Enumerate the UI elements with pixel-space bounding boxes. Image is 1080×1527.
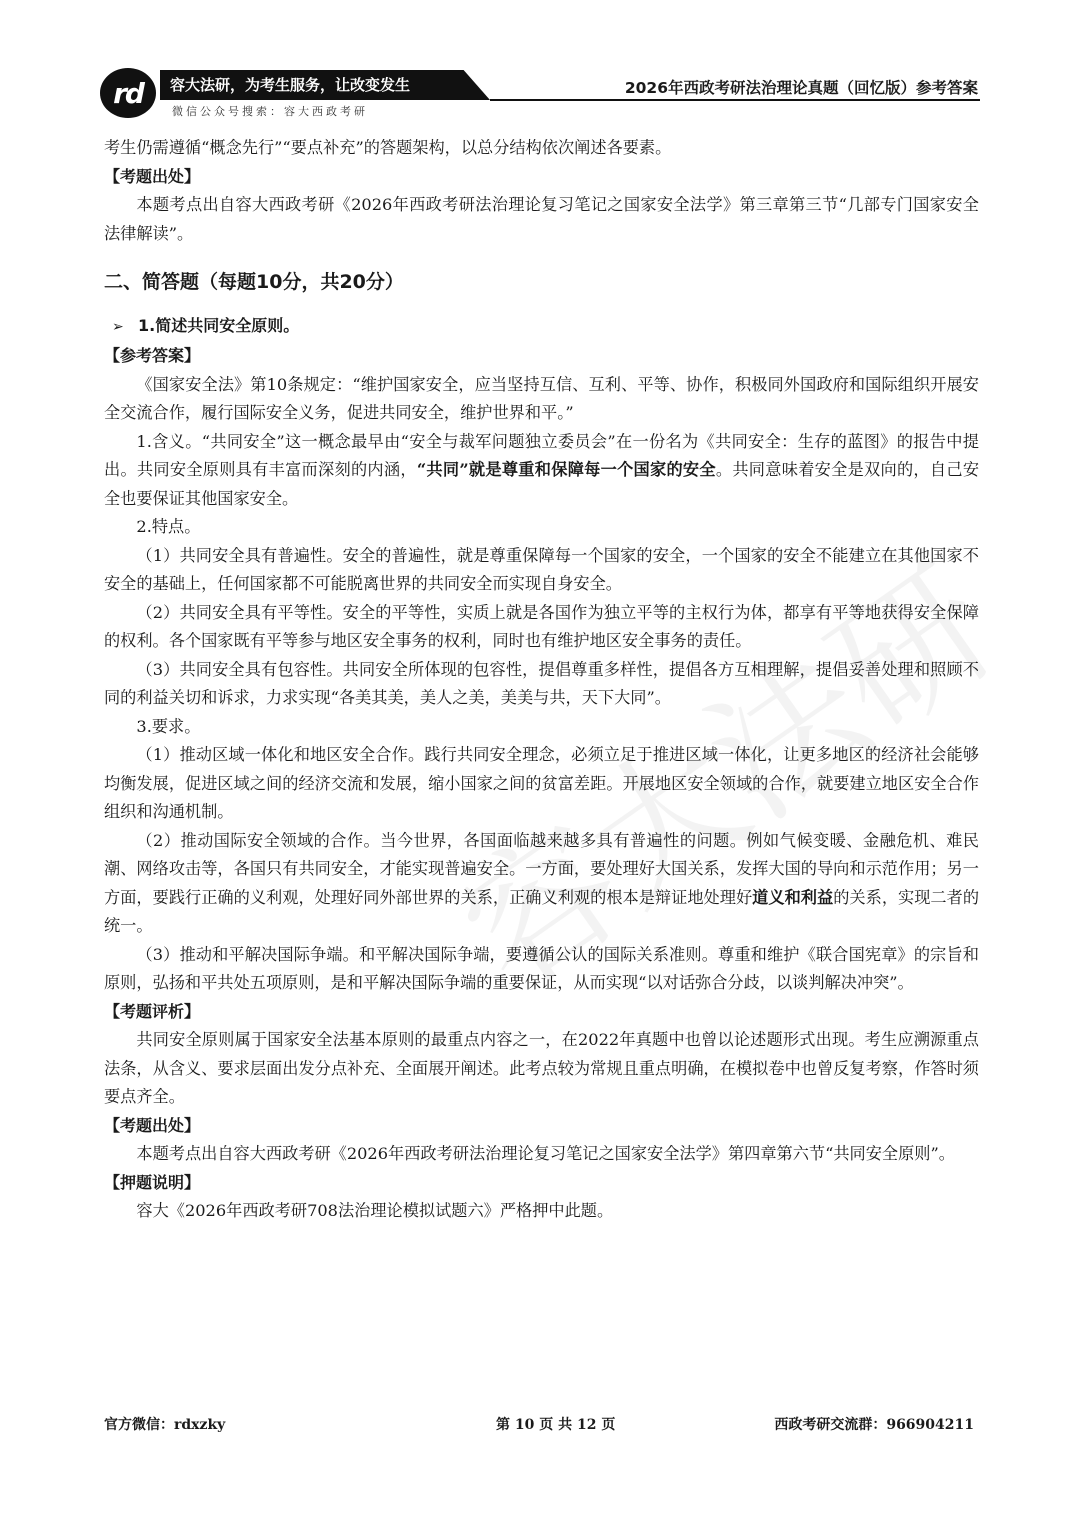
requirement-2 [104,827,979,941]
footer-group: 西政考研交流群：966904211 [774,1417,974,1433]
question-title [112,311,979,342]
requirement-3: （3）推动和平解决国际争端。和平解决国际争端，要遵循公认的国际关系准则。尊重和维护《联合国宪章》的宗旨和原则，弘扬和平共处五项原则，是和平解决国际争端的重要保证，从而实现“以对话弥合分歧，以谈判解决冲突”。 [104,944,979,992]
requirement-1: （1）推动区域一体化和地区安全合作。践行共同安全理念，必须立足于推进区域一体化，让更多地区的经济社会能够均衡发展，促进区域之间的经济交流和发展，缩小国家之间的贫富差距。开展地区安全领域的合作，就要建立地区安全合作组织和沟通机制。 [104,745,979,821]
page-content [104,134,979,1226]
section-heading: 二、简答题（每题10分，共20分） [104,271,404,293]
page-footer [104,1414,974,1440]
document-title: 2026年西政考研法治理论真题（回忆版）参考答案 [624,79,978,97]
source-text-prev: 本题考点出自容大西政考研《2026年西政考研法治理论复习笔记之国家安全法学》第三章第三节“几部专门国家安全法律解读”。 [104,195,979,243]
answer-tag: 【参考答案】 [104,346,201,365]
source-text: 本题考点出自容大西政考研《2026年西政考研法治理论复习笔记之国家安全法学》第四章第六节“共同安全原则”。 [136,1144,955,1163]
requirement-2-text: （2）推动国际安全领域的合作。当今世界，各国面临越来越多具有普遍性的问题。例如气候变暖、金融危机、难民潮、网络攻击等，各国只有共同安全，才能实现普遍安全。一方面，要处理好大国关系，发挥大国的导向和示范作用；另一方面，要践行正确的义利观，处理好同外部世界的关系，正确义利观的根本是辩证地处理好 [104,830,979,907]
feature-3: （3）共同安全具有包容性。共同安全所体现的包容性，提倡尊重多样性，提倡各方互相理解，提倡妥善处理和照顾不同的利益关切和诉求，力求实现“各美其美，美人之美，美美与共，天下大同”。 [104,659,979,707]
comment-tag: 【考题评析】 [104,1001,201,1021]
wechat-search-hint: 微信公众号搜索：容大西政考研 [172,105,368,118]
source-tag-prev: 【考题出处】 [104,166,201,186]
source-tag: 【考题出处】 [104,1115,201,1135]
meaning-text-end: 。共同意味着安全是双向的，自己安全也要保证其他国家安全。 [104,460,980,508]
logo-icon [100,68,156,118]
requirement-2-text-end: 的关系，实现二者的统一。 [104,887,980,935]
feature-1: （1）共同安全具有普遍性。安全的普遍性，就是尊重保障每一个国家的安全，一个国家的安全不能建立在其他国家不安全的基础上，任何国家都不可能脱离世界的共同安全而实现自身安全。 [104,545,979,593]
question-text: 1.简述共同安全原则。 [138,316,300,335]
footer-wechat: 官方微信：rdxzky [104,1417,226,1433]
features-heading: 2.特点。 [136,517,201,536]
header-divider [490,99,980,101]
law-quote: 《国家安全法》第10条规定：“维护国家安全，应当坚持互信、互利、平等、协作，积极同外国政府和国际组织开展安全交流合作，履行国际安全义务，促进共同安全，维护世界和平。” [104,374,979,422]
page-header [0,0,1080,130]
predict-tag: 【押题说明】 [104,1172,201,1192]
requirement-2-emphasis: 道义和利益 [752,887,834,907]
arrow-bullet-icon: ➢ [112,319,124,335]
predict-text: 容大《2026年西政考研708法治理论模拟试题六》严格押中此题。 [136,1201,614,1220]
requirements-heading: 3.要求。 [136,716,201,736]
logo-text: rd [113,76,143,110]
page-number: 第 10 页 共 12 页 [496,1417,616,1433]
comment-text: 共同安全原则属于国家安全法基本原则的最重点内容之一，在2022年真题中也曾以论述题形式出现。考生应溯源重点法条，从含义、要求层面出发分点补充、全面展开阐述。此考点较为常规且重点明确，在模拟卷中也曾反复考察，作答时须要点齐全。 [104,1030,979,1106]
meaning-emphasis: “共同”就是尊重和保障每一个国家的安全 [416,460,716,479]
meaning-text: 1.含义。“共同安全”这一概念最早由“安全与裁军问题独立委员会”在一份名为《共同安全：生存的蓝图》的报告中提出。共同安全原则具有丰富而深刻的内涵， [104,431,979,479]
banner-slogan: 容大法研，为考生服务，让改变发生 [170,76,411,94]
continued-paragraph: 考生仍需遵循“概念先行”“要点补充”的答题架构，以总分结构依次阐述各要素。 [104,138,672,157]
feature-2: （2）共同安全具有平等性。安全的平等性，实质上就是各国作为独立平等的主权行为体，都享有平等地获得安全保障的权利。各个国家既有平等参与地区安全事务的权利，同时也有维护地区安全事务的责任。 [104,602,979,650]
meaning-paragraph [104,428,979,514]
